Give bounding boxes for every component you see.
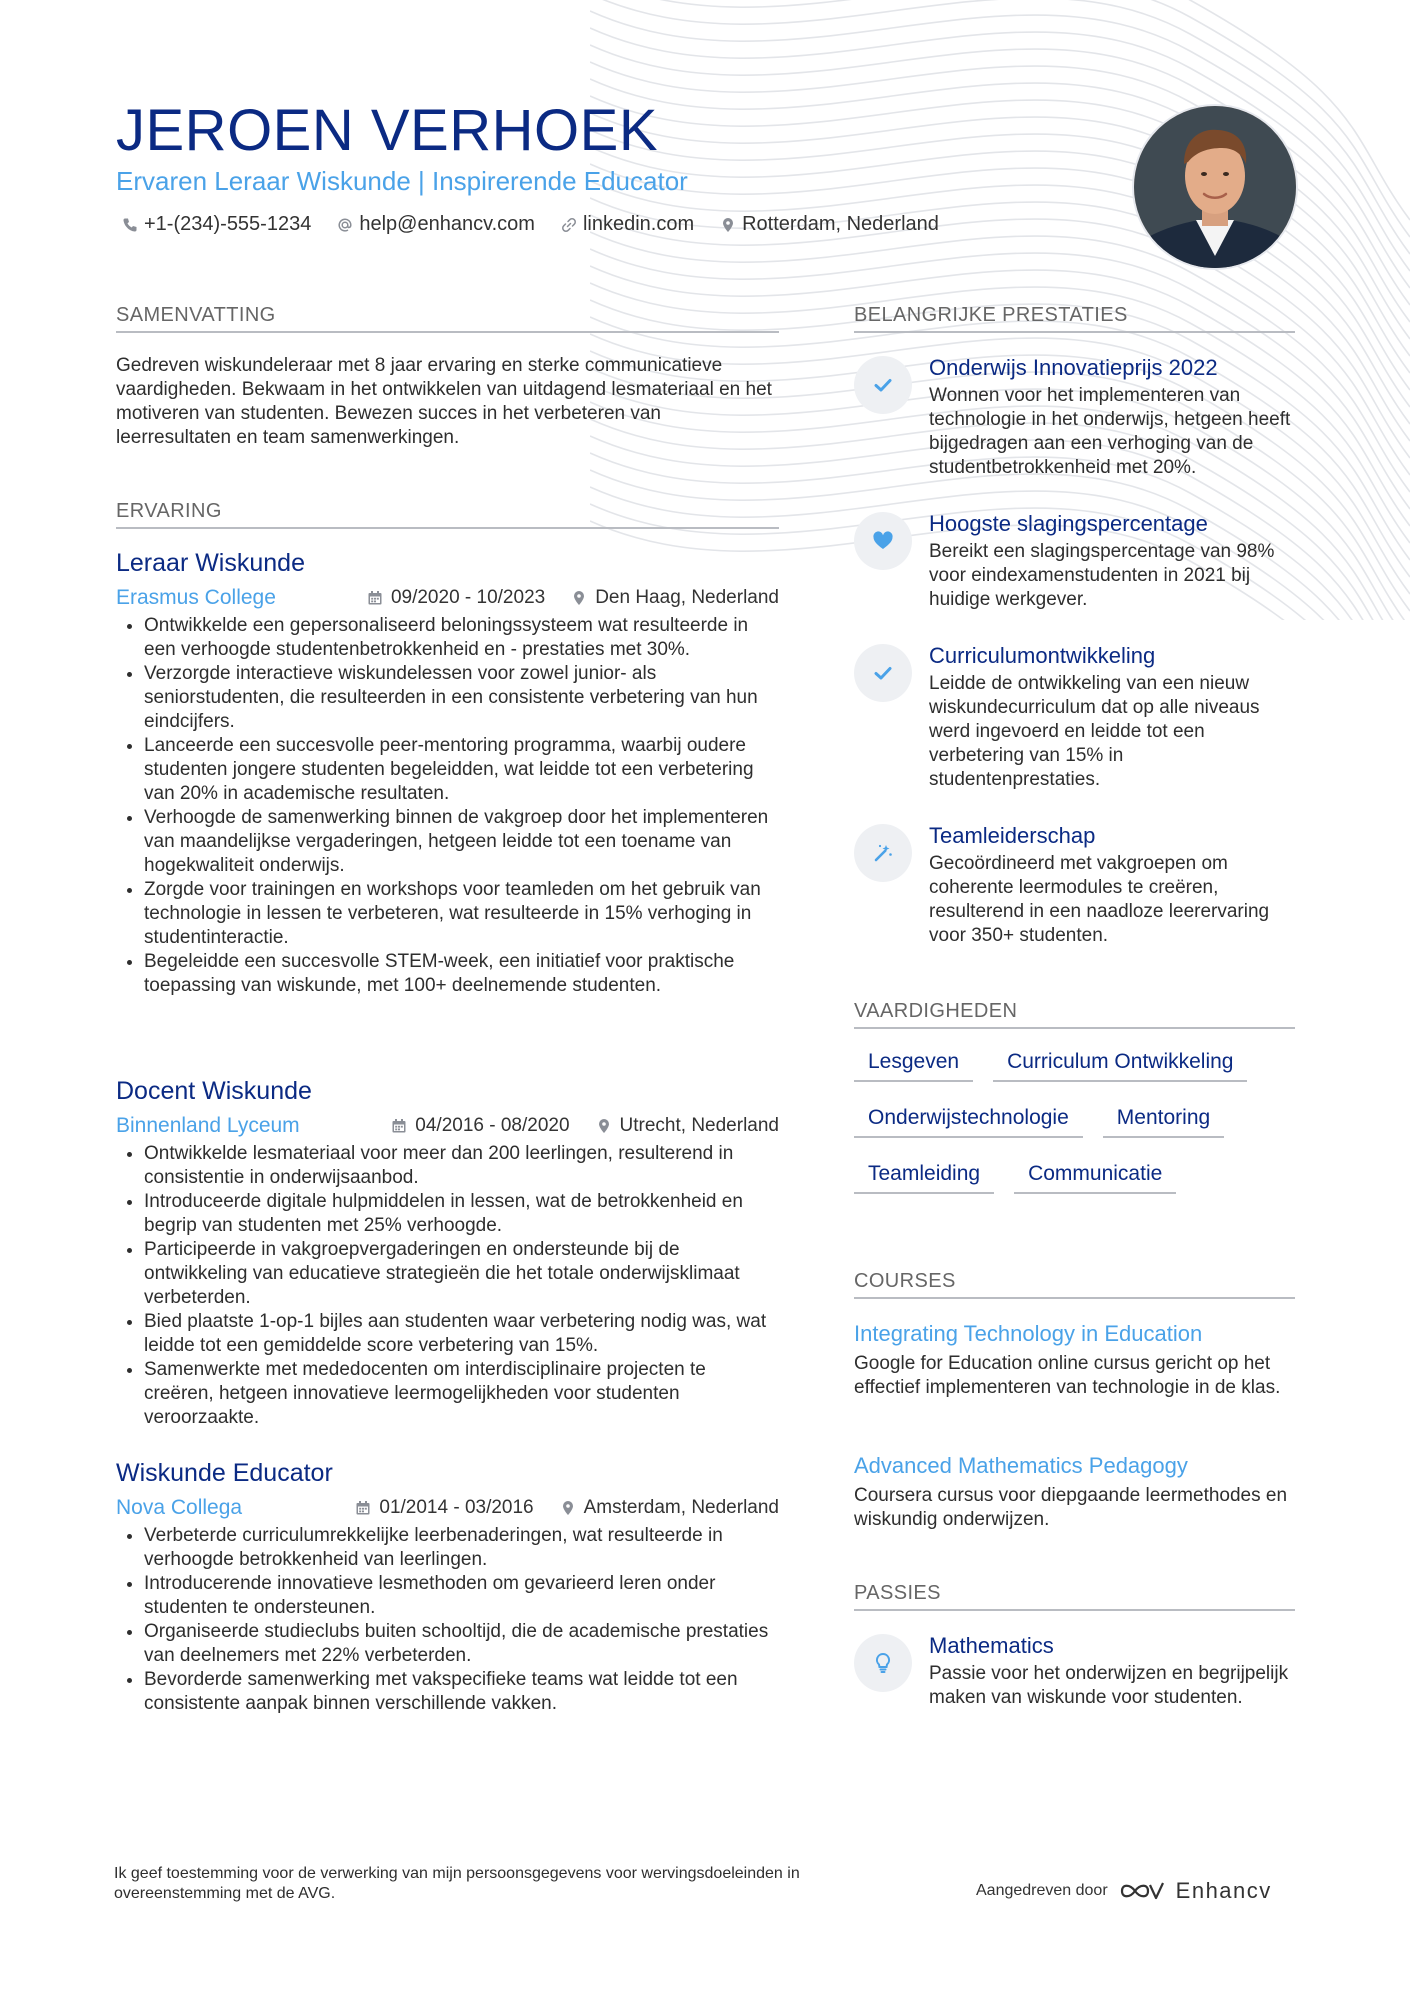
- consent-note: Ik geef toestemming voor de verwerking van mijn persoonsgegevens voor wervingsdoeleinden in overeenstemming met de AVG.: [114, 1865, 800, 1902]
- achievement-title: Curriculumontwikkeling: [929, 643, 1156, 668]
- job-location-text: Utrecht, Nederland: [619, 1115, 779, 1136]
- location-pin-icon: [560, 1500, 576, 1516]
- course-item: [854, 1320, 1295, 1400]
- job-location: [596, 1115, 779, 1137]
- job-bullet: • Bied plaatste 1-op-1 bijles aan studenten waar verbetering nodig was, wat leidde tot een gemiddelde score verbetering van 15%.: [144, 1310, 779, 1358]
- job-bullets: [116, 614, 779, 998]
- job-bullets: [116, 1142, 779, 1430]
- job-bullets: [116, 1524, 779, 1716]
- job-dates: [367, 587, 545, 609]
- achievement-icon-circle: [854, 824, 912, 882]
- company-name: Nova Collega: [116, 1496, 243, 1519]
- course-item: [854, 1452, 1295, 1532]
- job-location-text: Amsterdam, Nederland: [583, 1497, 779, 1518]
- skill-tag: Teamleiding: [854, 1160, 994, 1194]
- passion-title: Mathematics: [929, 1633, 1054, 1658]
- job-bullet: • Introduceerde digitale hulpmiddelen in lessen, wat de betrokkenheid en begrip van studenten met 25% verhoogde.: [144, 1190, 779, 1238]
- experience-entry: [116, 1458, 779, 1716]
- job-location: [560, 1497, 779, 1519]
- job-bullet: • Verhoogde de samenwerking binnen de vakgroep door het implementeren van maandelijkse vergaderingen, hetgeen leidde tot een toename van hogekwaliteit onderwijs.: [144, 806, 779, 878]
- achievement-icon-circle: [854, 644, 912, 702]
- achievement-description: Gecoördineerd met vakgroepen om coherente leermodules te creëren, resulterend in een naadloze leerervaring voor 350+ studenten.: [929, 853, 1270, 946]
- job-bullet: • Introducerende innovatieve lesmethoden om gevarieerd leren onder studenten te ondersteunen.: [144, 1572, 779, 1620]
- contact-email[interactable]: [337, 213, 535, 236]
- job-bullet: • Zorgde voor trainingen en workshops voor teamleden om het gebruik van technologie in lessen te verbeteren, wat resulteerde in 15% verhoging in studentinteractie.: [144, 878, 779, 950]
- job-bullet: • Verbeterde curriculumrekkelijke leerbenaderingen, wat resulteerde in verhoogde betrokkenheid van leerlingen.: [144, 1524, 779, 1572]
- job-location: [571, 587, 779, 609]
- achievement-description: Leidde de ontwikkeling van een nieuw wiskundecurriculum dat op alle niveaus werd ingevoerd en leidde tot een verbetering van 15% in studentenprestaties.: [929, 673, 1260, 790]
- contact-phone[interactable]: [122, 213, 311, 236]
- job-bullet: • Ontwikkelde een gepersonaliseerd beloningssysteem wat resulteerde in een verhoogde studentenbetrokkenheid en - prestaties met 30%.: [144, 614, 779, 662]
- course-title: Advanced Mathematics Pedagogy: [854, 1453, 1188, 1478]
- skill-tag: Lesgeven: [854, 1048, 973, 1082]
- phone-text: +1-(234)-555-1234: [144, 213, 312, 235]
- linkedin-text: linkedin.com: [582, 213, 695, 235]
- passion-icon-circle: [854, 1634, 912, 1692]
- job-location-text: Den Haag, Nederland: [595, 587, 779, 608]
- course-description: Google for Education online cursus gericht op het effectief implementeren van technologie in de klas.: [854, 1353, 1281, 1398]
- contact-bar: [122, 213, 939, 236]
- job-bullet: • Lanceerde een succesvolle peer-mentoring programma, waarbij oudere studenten jongere studenten begeleidden, wat leidde tot een verbetering van 20% in academische resultaten.: [144, 734, 779, 806]
- candidate-headline: Ervaren Leraar Wiskunde | Inspirerende Educator: [116, 166, 688, 196]
- course-title: Integrating Technology in Education: [854, 1321, 1203, 1346]
- job-title: Wiskunde Educator: [116, 1459, 333, 1487]
- candidate-name: JEROEN VERHOEK: [116, 98, 658, 163]
- passion-item: [854, 1632, 1295, 1710]
- achievement-description: Bereikt een slagingspercentage van 98% voor eindexamenstudenten in 2021 bij huidige werkgever.: [929, 541, 1275, 610]
- skill-tag: Curriculum Ontwikkeling: [993, 1048, 1247, 1082]
- calendar-icon: [391, 1118, 407, 1134]
- company-name: Erasmus College: [116, 586, 276, 609]
- link-icon: [561, 217, 577, 233]
- section-title-skills: VAARDIGHEDEN: [854, 1000, 1295, 1029]
- location-pin-icon: [596, 1118, 612, 1134]
- heart-icon: [871, 529, 895, 553]
- company-name: Binnenland Lyceum: [116, 1114, 300, 1137]
- job-title: Docent Wiskunde: [116, 1077, 312, 1105]
- email-text: help@enhancv.com: [359, 213, 535, 235]
- job-meta: [116, 584, 779, 612]
- calendar-icon: [355, 1500, 371, 1516]
- location-text: Rotterdam, Nederland: [742, 213, 939, 235]
- job-dates-text: 09/2020 - 10/2023: [390, 587, 546, 608]
- check-icon: [871, 661, 895, 685]
- job-dates: [391, 1115, 569, 1137]
- achievement-description: Wonnen voor het implementeren van technologie in het onderwijs, hetgeen heeft bijgedragen aan een verhoging van de studentbetrokkenheid met 20%.: [929, 385, 1291, 478]
- job-bullet: • Organiseerde studieclubs buiten schooltijd, die de academische prestaties van deelnemers met 22% verbeterden.: [144, 1620, 779, 1668]
- job-bullet: • Ontwikkelde lesmateriaal voor meer dan 200 leerlingen, resulterend in consistentie in onderwijsaanbod.: [144, 1142, 779, 1190]
- section-title-achievements: BELANGRIJKE PRESTATIES: [854, 304, 1295, 333]
- brand-name: Enhancv: [1175, 1878, 1272, 1903]
- enhancv-logo-icon: [1118, 1878, 1166, 1904]
- job-bullet: • Bevorderde samenwerking met vakspecifieke teams wat leidde tot een consistente aanpak binnen verschillende vakken.: [144, 1668, 779, 1716]
- phone-icon: [122, 217, 138, 233]
- skill-tag: Onderwijstechnologie: [854, 1104, 1083, 1138]
- job-title: Leraar Wiskunde: [116, 549, 305, 577]
- achievement-item: [854, 822, 1295, 948]
- section-title-courses: COURSES: [854, 1270, 1295, 1299]
- location-pin-icon: [720, 217, 736, 233]
- job-meta: [116, 1112, 779, 1140]
- skill-tag: Mentoring: [1103, 1104, 1224, 1138]
- course-description: Coursera cursus voor diepgaande leermethodes en wiskundig onderwijzen.: [854, 1485, 1288, 1530]
- powered-by-label: Aangedreven door: [976, 1882, 1108, 1899]
- contact-location: [720, 213, 939, 236]
- job-meta: [116, 1494, 779, 1522]
- location-pin-icon: [571, 590, 587, 606]
- experience-entry: [116, 1076, 779, 1430]
- lightbulb-icon: [871, 1651, 895, 1675]
- section-title-passions: PASSIES: [854, 1582, 1295, 1611]
- achievement-title: Onderwijs Innovatieprijs 2022: [929, 355, 1218, 380]
- job-dates-text: 01/2014 - 03/2016: [379, 1497, 534, 1518]
- passion-description: Passie voor het onderwijzen en begrijpelijk maken van wiskunde voor studenten.: [929, 1663, 1289, 1708]
- achievement-title: Hoogste slagingspercentage: [929, 511, 1208, 536]
- job-bullet: • Verzorgde interactieve wiskundelessen voor zowel junior- als seniorstudenten, die resulteerden in een consistente verbetering van hun eindcijfers.: [144, 662, 779, 734]
- achievement-item: [854, 642, 1295, 792]
- powered-by[interactable]: [976, 1878, 1272, 1904]
- job-dates: [355, 1497, 533, 1519]
- calendar-icon: [367, 590, 383, 606]
- check-icon: [871, 373, 895, 397]
- at-icon: [337, 217, 353, 233]
- achievement-title: Teamleiderschap: [929, 823, 1096, 848]
- experience-entry: [116, 548, 779, 998]
- profile-photo: [1132, 104, 1298, 270]
- job-bullet: • Begeleidde een succesvolle STEM-week, een initiatief voor praktische toepassing van wiskunde, met 100+ deelnemende studenten.: [144, 950, 779, 998]
- section-title-experience: ERVARING: [116, 500, 779, 529]
- job-bullet: • Samenwerkte met mededocenten om interdisciplinaire projecten te creëren, hetgeen innovatieve leermogelijkheden voor studenten veroorzaakte.: [144, 1358, 779, 1430]
- magic-wand-icon: [871, 841, 895, 865]
- contact-linkedin[interactable]: [561, 213, 694, 236]
- achievement-icon-circle: [854, 512, 912, 570]
- skills-list: [854, 1048, 1295, 1216]
- achievement-icon-circle: [854, 356, 912, 414]
- achievement-item: [854, 510, 1295, 612]
- job-bullet: • Participeerde in vakgroepvergaderingen en ondersteunde bij de ontwikkeling van educatieve strategieën die het totale onderwijsklimaat verbeterden.: [144, 1238, 779, 1310]
- achievement-item: [854, 354, 1295, 480]
- job-dates-text: 04/2016 - 08/2020: [415, 1115, 570, 1136]
- section-title-summary: SAMENVATTING: [116, 304, 779, 333]
- summary-text: Gedreven wiskundeleraar met 8 jaar ervaring en sterke communicatieve vaardigheden. Bekwaam in het ontwikkelen van uitdagend lesmateriaal en het motiveren van studenten. Bewezen succes in het verbeteren van leerresultaten en team samenwerkingen.: [116, 355, 772, 448]
- skill-tag: Communicatie: [1014, 1160, 1176, 1194]
